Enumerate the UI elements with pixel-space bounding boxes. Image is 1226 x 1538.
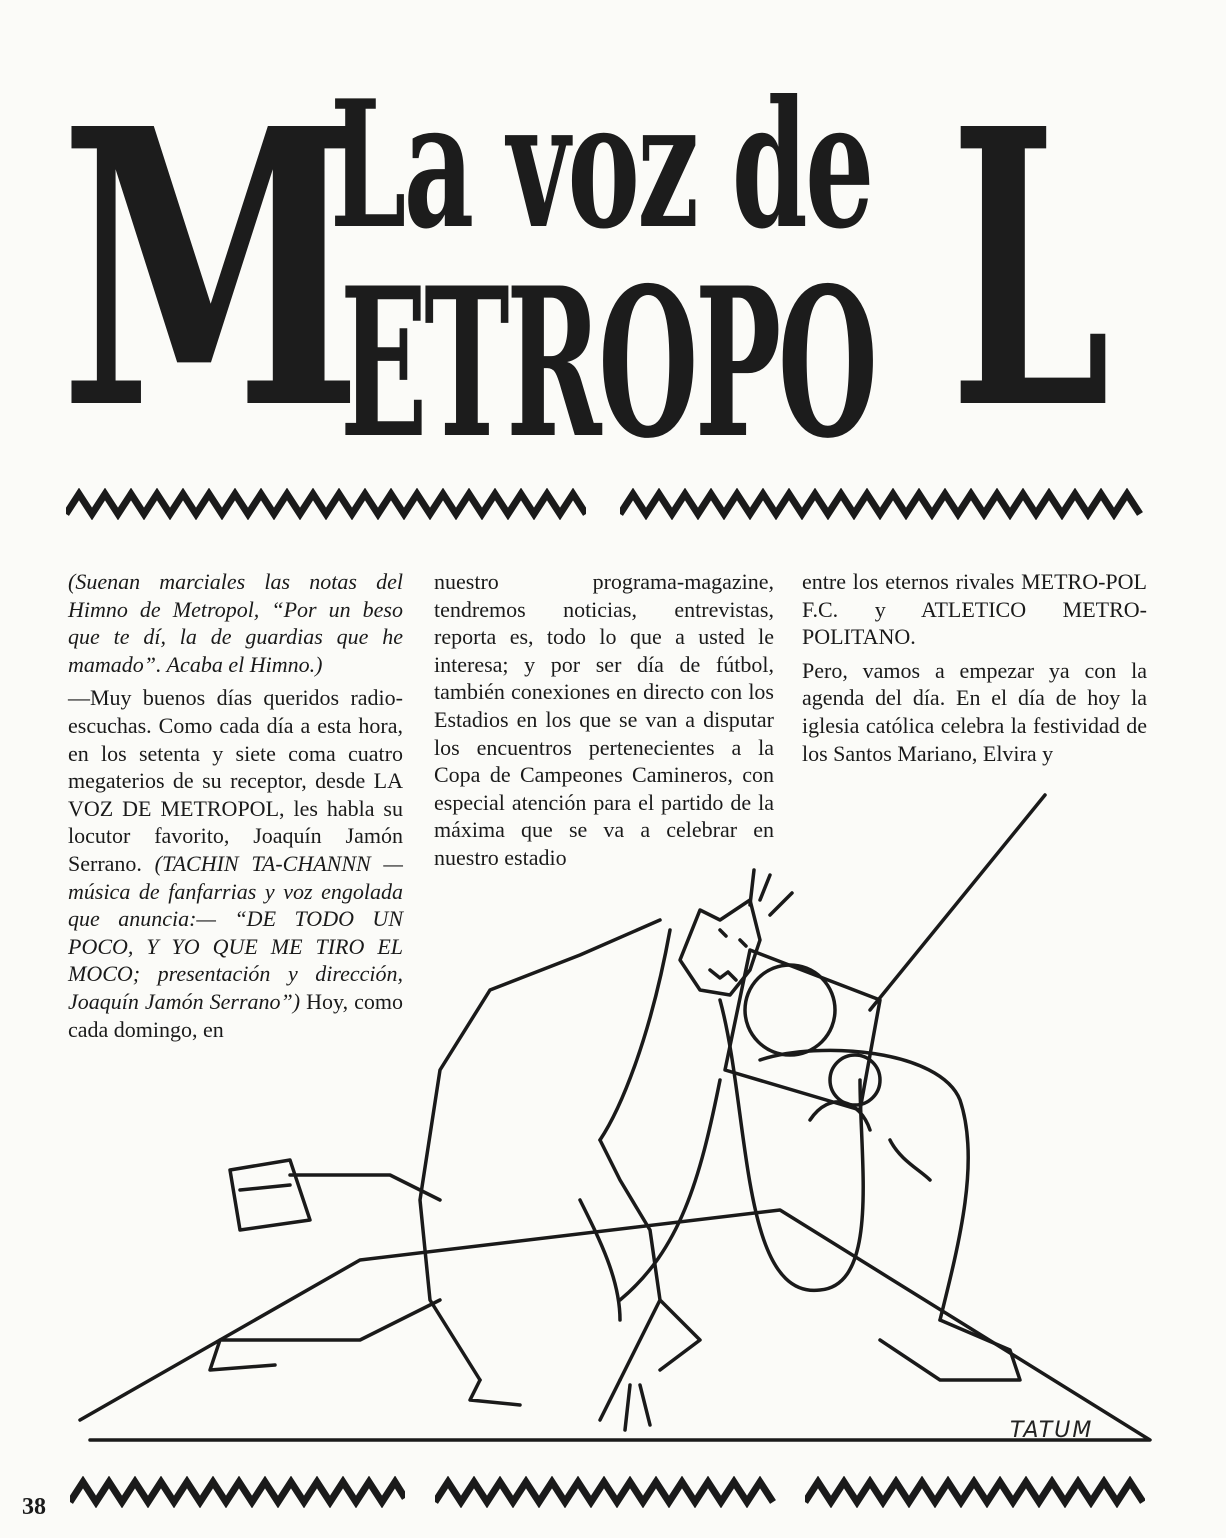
zigzag-divider-bottom-left bbox=[70, 1476, 405, 1508]
cartoon-illustration bbox=[60, 780, 1160, 1480]
stage-direction-opening: (Suenan marciales las notas del Himno de Metropol, “Por un beso que te dí, la de guardias que he mamado”. Acaba el Himno.) bbox=[68, 569, 403, 677]
announcer-continuation: Hoy, como cada domingo, en bbox=[68, 988, 404, 1042]
headline-initial-m: M bbox=[60, 46, 363, 493]
zigzag-divider-top-left bbox=[66, 488, 586, 520]
article-paragraph: nuestro programa-magazine, tendremos noticias, entrevistas, reporta es, todo lo que a usted le interesa; y por ser día de fútbol, también conexiones en directo con los Estadios en los que se van a disputar los encuentros pertenecientes a la Copa de Campeones Camineros, con especial atención para el partido de la máxima que se va a celebrar en nuestro estadio bbox=[434, 569, 774, 870]
artist-signature: TATUM bbox=[1010, 1418, 1094, 1443]
page-number: 38 bbox=[22, 1494, 46, 1520]
zigzag-divider-top-right bbox=[620, 488, 1145, 520]
article-column-3 bbox=[802, 568, 1147, 767]
zigzag-divider-bottom-middle bbox=[435, 1476, 780, 1508]
headline-line-la-voz-de: La voz de bbox=[330, 63, 872, 268]
headline-final-l: L bbox=[950, 46, 1111, 493]
headline-line-etropo: ETROPO bbox=[340, 244, 875, 484]
stage-direction-fanfare: (TACHIN TA-CHANNN —música de fanfarrias y voz engolada que anuncia:— “DE TODO UN POCO, Y YO QUE ME TIRO EL MOCO; presentación y dirección, Joaquín Jamón Serrano”) bbox=[68, 850, 403, 1014]
zigzag-divider-bottom-right bbox=[805, 1476, 1145, 1508]
article-paragraph: entre los eternos rivales METRO-POL F.C. y ATLETICO METRO-POLITANO. bbox=[802, 569, 1147, 650]
announcer-greeting: —Muy buenos días queridos radio-escuchas. Como cada día a esta hora, en los setenta y siete coma cuatro megaterios de su receptor, desde LA VOZ DE METROPOL, les habla su locutor favorito, Joaquín Jamón Serrano. bbox=[68, 685, 403, 876]
article-paragraph: Pero, vamos a empezar ya con la agenda del día. En el día de hoy la iglesia católica celebra la festividad de los Santos Mariano, Elvira y bbox=[802, 657, 1147, 766]
headline bbox=[0, 0, 1226, 493]
